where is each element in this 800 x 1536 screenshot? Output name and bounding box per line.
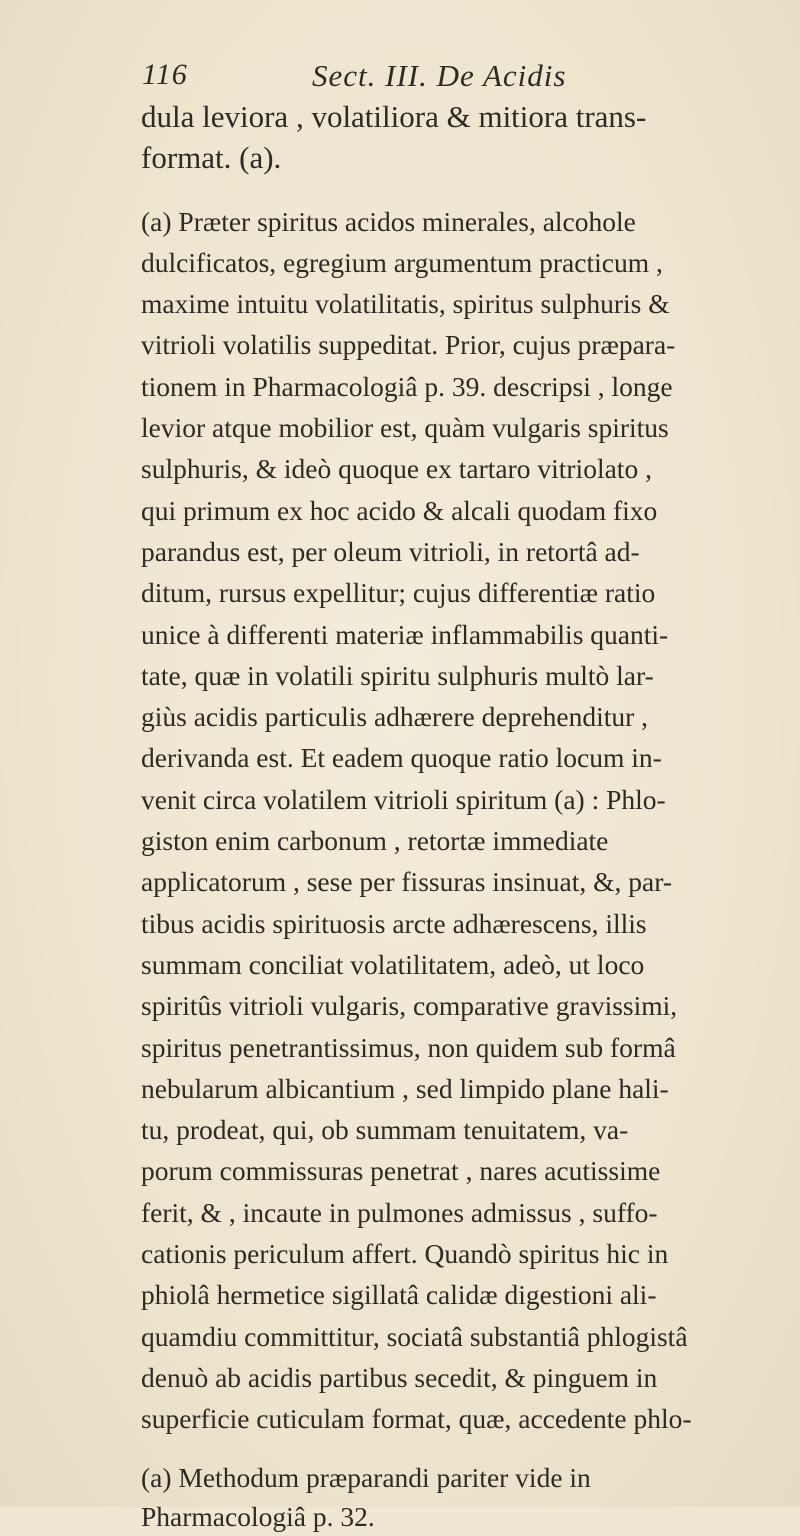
- footnote-line: qui primum ex hoc acido & alcali quodam fixo: [141, 494, 658, 526]
- page-number: 116: [142, 58, 188, 91]
- footnote-line: cationis periculum affert. Quandò spiritus hic in: [141, 1238, 669, 1270]
- footnote-line: nebularum albicantium , sed limpido plane hali-: [141, 1072, 669, 1104]
- running-head: Sect. III. De Acidis: [312, 58, 567, 93]
- footnote-line: giùs acidis particulis adhærere deprehenditur ,: [141, 701, 649, 733]
- footnote-line: spiritûs vitrioli vulgaris, comparative gravissimi,: [141, 990, 678, 1022]
- footnote-line: tionem in Pharmacologiâ p. 39. descripsi , longe: [141, 370, 673, 402]
- footnote-line: giston enim carbonum , retortæ immediate: [141, 825, 609, 857]
- text-line: format. (a).: [141, 140, 282, 176]
- footnote-line: levior atque mobilior est, quàm vulgaris spiritus: [141, 412, 669, 444]
- footnote-gap: [141, 1440, 791, 1458]
- footnote-line: phiolâ hermetice sigillatâ calidæ digestioni ali-: [141, 1279, 657, 1311]
- footnote-line: vitrioli volatilis suppeditat. Prior, cujus præpara-: [141, 329, 676, 361]
- footnote-line: (a) Præter spiritus acidos minerales, alcohole: [141, 205, 636, 237]
- footnote-line: tate, quæ in volatili spiritu sulphuris multò lar-: [141, 659, 654, 691]
- page-header: [142, 58, 662, 98]
- footnote-line: tibus acidis spirituosis arcte adhærescens, illis: [141, 907, 647, 939]
- footnote-line: ferit, & , incaute in pulmones admissus , suffo-: [141, 1196, 658, 1228]
- footnote-a: [141, 201, 791, 1440]
- page-body: [141, 96, 791, 1536]
- subnote-line: (a) Methodum præparandi pariter vide in: [141, 1461, 591, 1493]
- footnote-line: parandus est, per oleum vitrioli, in retortâ ad-: [141, 535, 640, 567]
- footnote-line: unice à differenti materiæ inflammabilis quanti-: [141, 618, 669, 650]
- footnote-line: superficie cuticulam format, quæ, accedente phlo-: [141, 1403, 692, 1435]
- footnote-line: venit circa volatilem vitrioli spiritum (a) : Phlo-: [141, 783, 666, 815]
- text-line: dula leviora , volatiliora & mitiora trans-: [141, 99, 647, 134]
- footnote-line: porum commissuras penetrat , nares acutissime: [141, 1155, 661, 1187]
- footnote-line: summam conciliat volatilitatem, adeò, ut loco: [141, 948, 645, 980]
- footnote-line: sulphuris, & ideò quoque ex tartaro vitriolato ,: [141, 453, 652, 485]
- paragraph-gap: [141, 179, 791, 201]
- footnote-line: ditum, rursus expellitur; cujus differentiæ ratio: [141, 577, 656, 609]
- subnote-line: Pharmacologiâ p. 32.: [141, 1500, 375, 1532]
- footnote-line: denuò ab acidis partibus secedit, & pinguem in: [141, 1361, 658, 1393]
- footnote-line: tu, prodeat, qui, ob summam tenuitatem, va-: [141, 1114, 629, 1146]
- footnote-line: quamdiu committitur, sociatâ substantiâ phlogistâ: [141, 1320, 688, 1352]
- subnote-a: [141, 1458, 791, 1536]
- footnote-line: maxime intuitu volatilitatis, spiritus sulphuris &: [141, 288, 670, 320]
- footnote-line: dulcificatos, egregium argumentum practicum ,: [141, 246, 663, 278]
- footnote-line: applicatorum , sese per fissuras insinuat, &, par-: [141, 866, 672, 898]
- footnote-line: derivanda est. Et eadem quoque ratio locum in-: [141, 742, 662, 774]
- footnote-line: spiritus penetrantissimus, non quidem sub formâ: [141, 1031, 676, 1063]
